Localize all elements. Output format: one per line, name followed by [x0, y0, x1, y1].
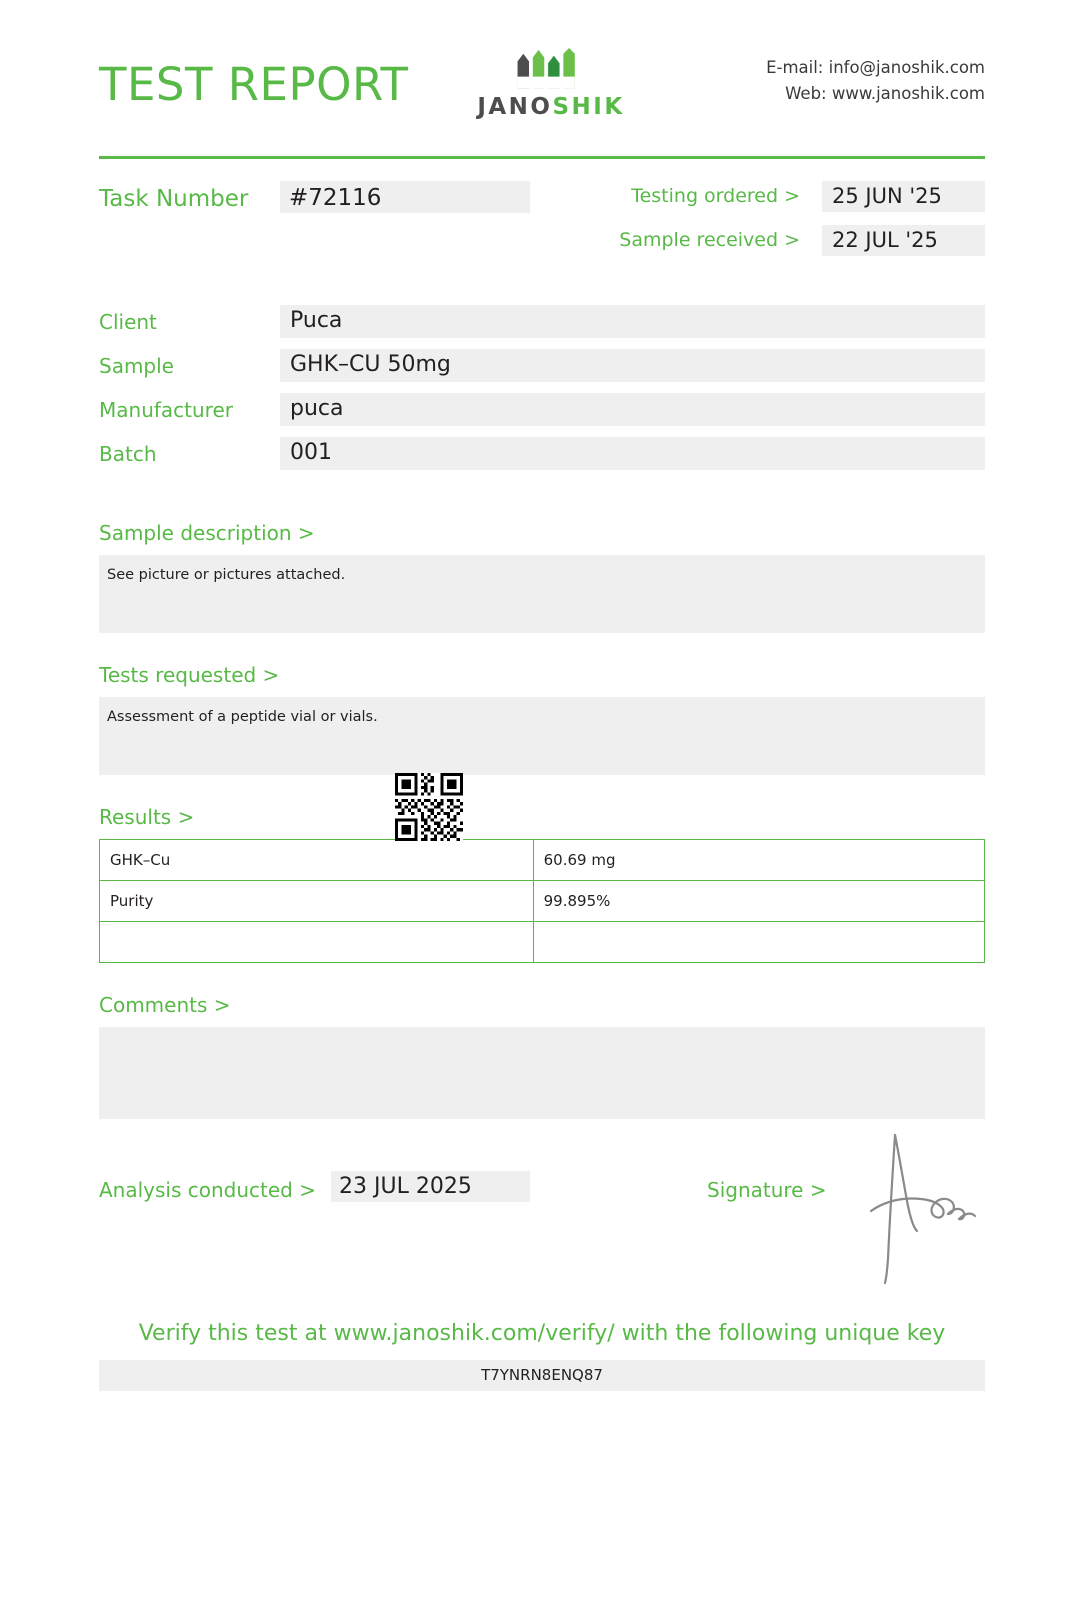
tests-requested-section — [99, 663, 985, 775]
results-title: Results > — [99, 805, 195, 829]
task-number-row — [99, 181, 985, 251]
manufacturer-value: puca — [280, 393, 985, 426]
result-value: 99.895% — [533, 881, 984, 922]
header-divider — [99, 156, 985, 159]
manufacturer-label: Manufacturer — [99, 398, 233, 422]
table-row — [100, 922, 985, 963]
result-name: GHK–Cu — [100, 840, 534, 881]
sample-received-label: Sample received > — [619, 229, 800, 251]
brand-wordmark — [461, 94, 641, 120]
results-section — [99, 805, 985, 963]
table-row — [100, 881, 985, 922]
client-value: Puca — [280, 305, 985, 338]
janoshik-logo — [461, 48, 641, 120]
analysis-row — [99, 1171, 985, 1211]
logo-mark-icon — [508, 48, 594, 90]
result-name: Purity — [100, 881, 534, 922]
signature-label: Signature > — [707, 1178, 827, 1202]
brand-name-shik: SHIK — [552, 94, 625, 120]
result-value: 60.69 mg — [533, 840, 984, 881]
sample-received-value: 22 JUL '25 — [822, 225, 985, 256]
page-title: TEST REPORT — [99, 57, 409, 111]
batch-value: 001 — [280, 437, 985, 470]
sample-description-title: Sample description > — [99, 521, 315, 545]
field-row-manufacturer — [99, 393, 985, 429]
testing-ordered-value: 25 JUN '25 — [822, 181, 985, 212]
qr-code-icon — [395, 773, 463, 841]
task-number-label: Task Number — [99, 186, 249, 212]
result-name — [100, 922, 534, 963]
tests-requested-title: Tests requested > — [99, 663, 280, 687]
sample-description-text: See picture or pictures attached. — [99, 555, 985, 633]
verify-instructions: Verify this test at www.janoshik.com/verify/ with the following unique key — [138, 1321, 946, 1346]
sample-label: Sample — [99, 354, 174, 378]
task-number-value: #72116 — [280, 181, 530, 213]
comments-section — [99, 993, 985, 1119]
contact-email: E-mail: info@janoshik.com — [766, 58, 985, 77]
contact-web: Web: www.janoshik.com — [785, 83, 985, 103]
comments-title: Comments > — [99, 993, 231, 1017]
results-table — [99, 839, 985, 963]
comments-text — [99, 1027, 985, 1119]
sample-description-section — [99, 521, 985, 633]
batch-label: Batch — [99, 442, 157, 466]
tests-requested-text: Assessment of a peptide vial or vials. — [99, 697, 985, 775]
result-value — [533, 922, 984, 963]
signature-icon — [859, 1127, 989, 1287]
contact-info — [766, 55, 985, 106]
analysis-conducted-date: 23 JUL 2025 — [331, 1171, 530, 1202]
testing-ordered-label: Testing ordered > — [631, 185, 800, 207]
client-label: Client — [99, 310, 157, 334]
field-row-sample — [99, 349, 985, 385]
info-fields — [99, 305, 985, 473]
verify-unique-key: T7YNRN8ENQ87 — [99, 1360, 985, 1391]
sample-value: GHK–CU 50mg — [280, 349, 985, 382]
report-header — [99, 0, 985, 150]
table-row — [100, 840, 985, 881]
field-row-batch — [99, 437, 985, 473]
field-row-client — [99, 305, 985, 341]
analysis-conducted-label: Analysis conducted > — [99, 1178, 316, 1202]
brand-name-jano: JANO — [477, 94, 553, 120]
